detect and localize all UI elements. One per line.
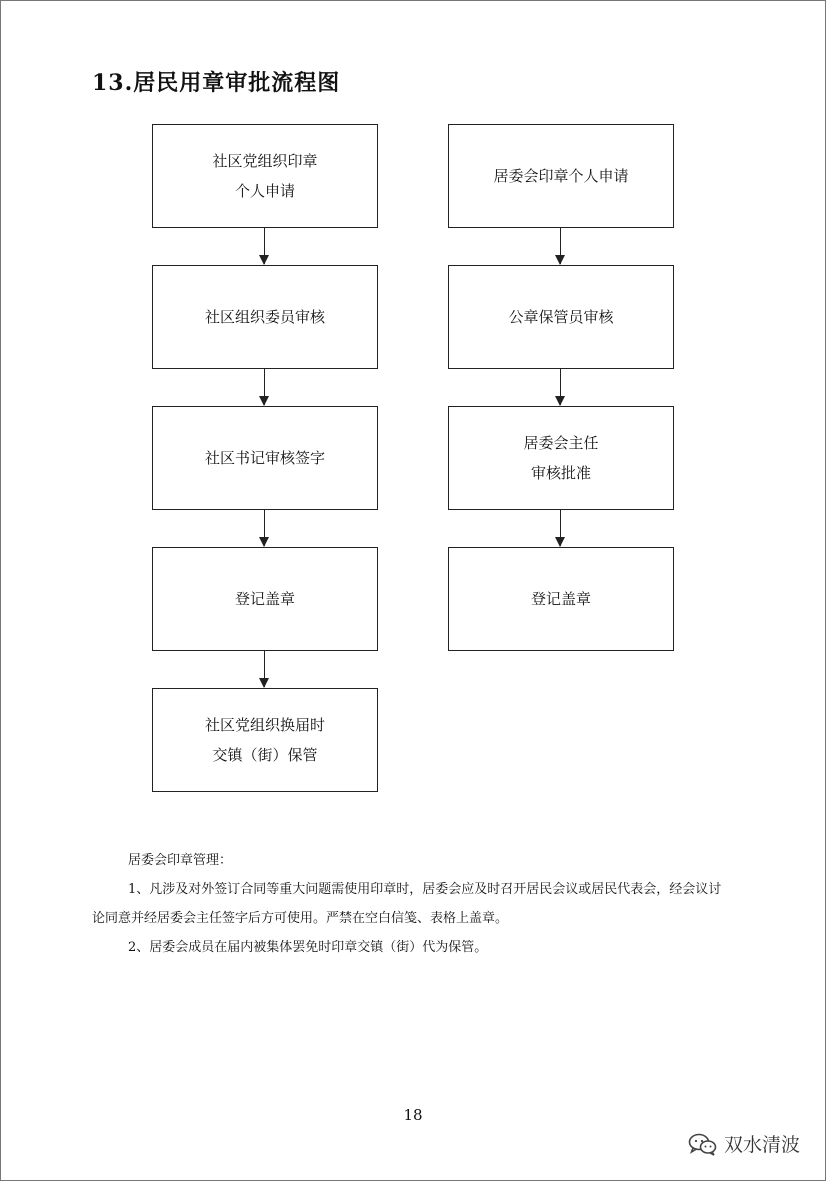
left-arrow-1	[264, 228, 265, 264]
notes-heading: 居委会印章管理：	[128, 853, 233, 868]
watermark	[688, 1130, 800, 1157]
right-step-3-line1: 居委会主任	[523, 434, 599, 452]
left-step-1	[152, 124, 378, 228]
left-step-1-line1: 社区党组织印章	[212, 152, 318, 170]
right-step-1-line1: 居委会印章个人申请	[493, 167, 629, 185]
notes-item-2: 2、居委会成员在届内被集体罢免时印章交镇（街）代为保管。	[128, 940, 488, 955]
right-step-1	[448, 124, 674, 228]
left-step-1-line2: 个人申请	[234, 182, 295, 200]
right-arrow-1	[560, 228, 561, 264]
left-step-4-line1: 登记盖章	[234, 590, 295, 608]
left-step-2	[152, 265, 378, 369]
right-step-4-line1: 登记盖章	[530, 590, 591, 608]
notes-section	[92, 846, 732, 962]
left-step-3-line1: 社区书记审核签字	[204, 449, 325, 467]
left-arrow-4	[264, 651, 265, 687]
left-arrow-3	[264, 510, 265, 546]
right-step-2	[448, 265, 674, 369]
page-title: 13.居民用章审批流程图	[92, 70, 341, 96]
left-step-5	[152, 688, 378, 792]
watermark-text: 双水清波	[723, 1134, 800, 1156]
left-step-5-line1: 社区党组织换届时	[204, 716, 325, 734]
right-arrow-3	[560, 510, 561, 546]
left-step-5-line2: 交镇（街）保管	[212, 746, 318, 764]
page-number: 18	[403, 1106, 423, 1124]
left-step-4	[152, 547, 378, 651]
left-step-2-line1: 社区组织委员审核	[204, 308, 325, 326]
left-step-3	[152, 406, 378, 510]
right-step-4	[448, 547, 674, 651]
right-step-2-line1: 公章保管员审核	[508, 308, 614, 326]
right-step-3	[448, 406, 674, 510]
wechat-icon	[688, 1132, 718, 1156]
notes-item-1: 1、凡涉及对外签订合同等重大问题需使用印章时，居委会应及时召开居民会议或居民代表会，经会议讨论同意并经居委会主任签字后方可使用。严禁在空白信笺、表格上盖章。	[92, 882, 722, 926]
left-arrow-2	[264, 369, 265, 405]
right-arrow-2	[560, 369, 561, 405]
right-step-3-line2: 审核批准	[530, 464, 591, 482]
